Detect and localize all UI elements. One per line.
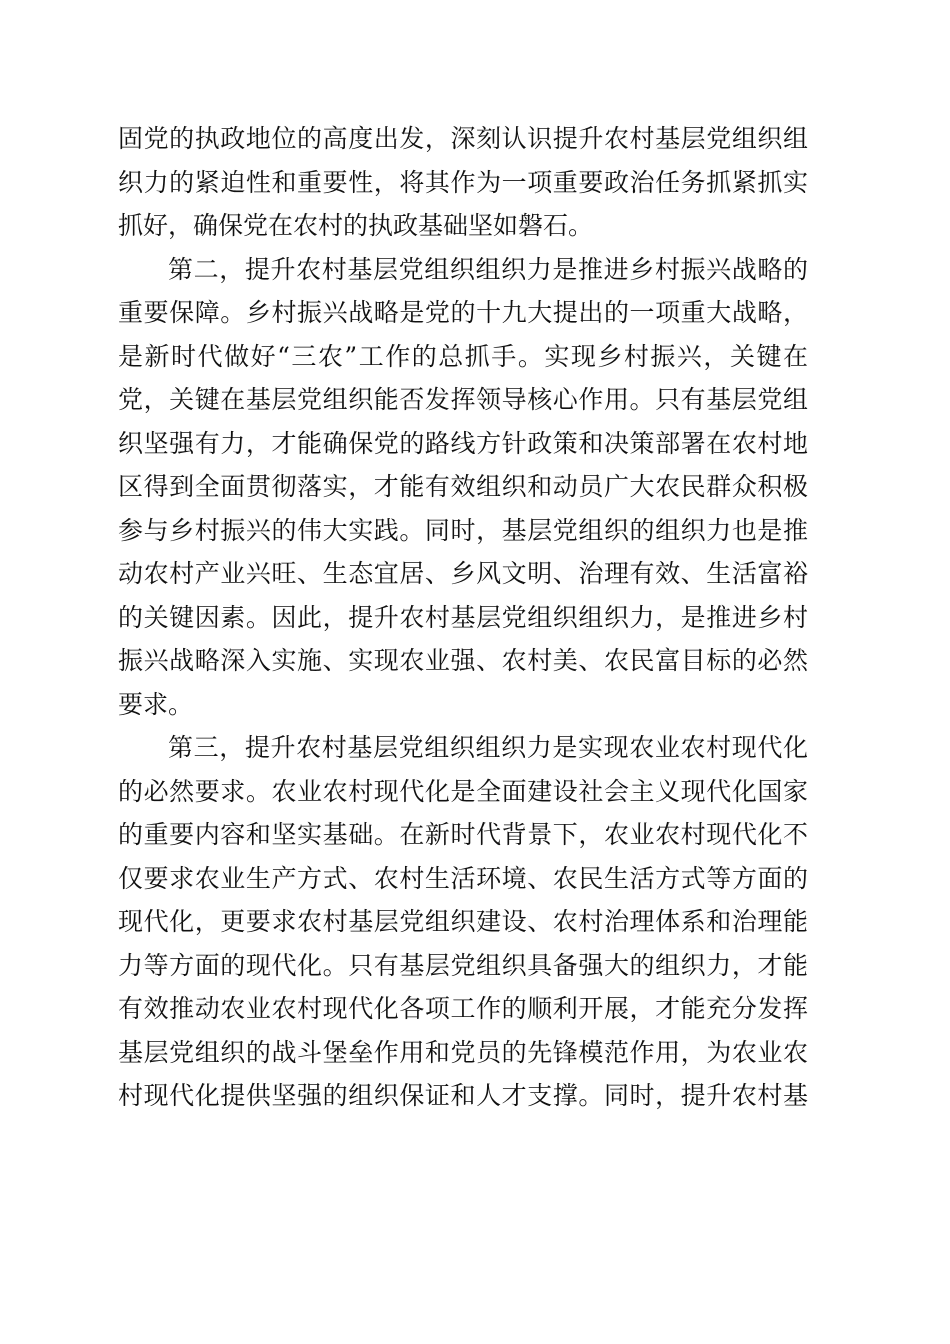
text-line: 固党的执政地位的高度出发，深刻认识提升农村基层党组织组 [118, 124, 808, 153]
text-line: 振兴战略深入实施、实现农业强、农村美、农民富目标的必然 [118, 646, 808, 675]
text-line: 区得到全面贯彻落实，才能有效组织和动员广大农民群众积极 [118, 472, 808, 501]
text-line: 党，关键在基层党组织能否发挥领导核心作用。只有基层党组 [118, 385, 808, 414]
text-line: 是新时代做好“三农”工作的总抓手。实现乡村振兴，关键在 [118, 341, 808, 371]
text-line: 抓好，确保党在农村的执政基础坚如磐石。 [118, 211, 594, 240]
text-line: 基层党组织的战斗堡垒作用和党员的先锋模范作用，为农业农 [118, 1037, 808, 1067]
text-line: 织力的紧迫性和重要性，将其作为一项重要政治任务抓紧抓实 [118, 167, 808, 197]
text-line: 的必然要求。农业农村现代化是全面建设社会主义现代化国家 [118, 776, 808, 806]
text-line: 现代化，更要求农村基层党组织建设、农村治理体系和治理能 [118, 907, 808, 936]
text-line: 第二，提升农村基层党组织组织力是推进乡村振兴战略的 [168, 254, 808, 284]
document-body [118, 117, 808, 1118]
text-line: 参与乡村振兴的伟大实践。同时，基层党组织的组织力也是推 [118, 515, 808, 545]
text-line: 重要保障。乡村振兴战略是党的十九大提出的一项重大战略， [118, 298, 808, 327]
paragraph-3 [118, 726, 808, 1118]
text-line: 织坚强有力，才能确保党的路线方针政策和决策部署在农村地 [118, 428, 808, 458]
text-line: 仅要求农业生产方式、农村生活环境、农民生活方式等方面的 [118, 863, 808, 893]
paragraph-1 [118, 117, 808, 248]
text-line: 第三，提升农村基层党组织组织力是实现农业农村现代化 [168, 733, 808, 762]
text-line: 的关键因素。因此，提升农村基层党组织组织力，是推进乡村 [118, 602, 808, 632]
text-line: 动农村产业兴旺、生态宜居、乡风文明、治理有效、生活富裕 [118, 559, 808, 588]
text-line: 要求。 [118, 689, 194, 719]
text-line: 村现代化提供坚强的组织保证和人才支撑。同时，提升农村基 [118, 1081, 808, 1110]
text-line: 力等方面的现代化。只有基层党组织具备强大的组织力，才能 [118, 950, 808, 980]
paragraph-2 [118, 248, 808, 727]
text-line: 的重要内容和坚实基础。在新时代背景下，农业农村现代化不 [118, 820, 808, 849]
text-line: 有效推动农业农村现代化各项工作的顺利开展，才能充分发挥 [118, 994, 808, 1023]
